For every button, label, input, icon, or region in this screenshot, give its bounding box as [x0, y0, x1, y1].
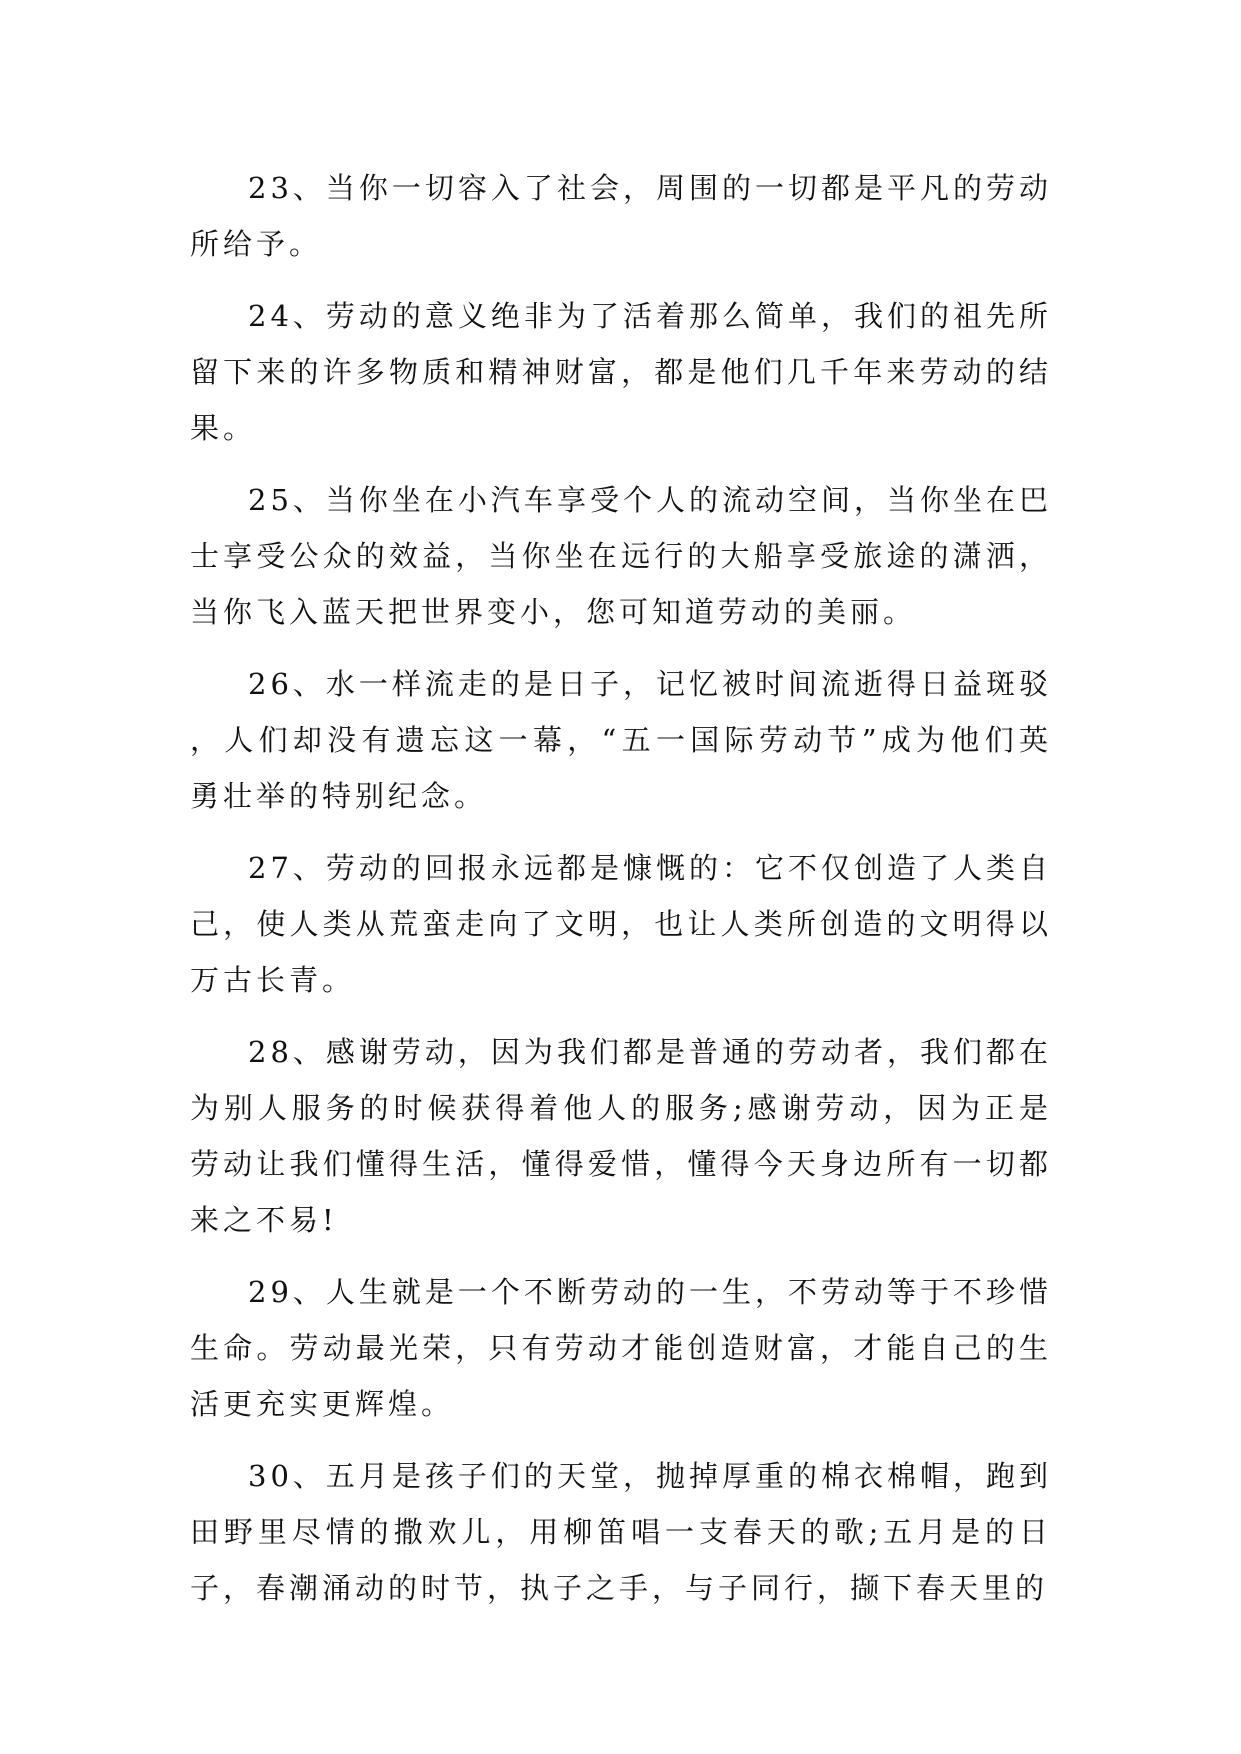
paragraph-27: 27、劳动的回报永远都是慷慨的：它不仅创造了人类自己，使人类从荒蛮走向了文明，也让人类所创造的文明得以万古长青。 [190, 851, 1052, 997]
paragraph-26: 26、水一样流走的是日子，记忆被时间流逝得日益斑驳，人们却没有遗忘这一幕，“五一国际劳动节”成为他们英勇壮举的特别纪念。 [190, 667, 1052, 813]
paragraph-29: 29、人生就是一个不断劳动的一生，不劳动等于不珍惜生命。劳动最光荣，只有劳动才能创造财富，才能自己的生活更充实更辉煌。 [190, 1275, 1052, 1421]
document-body [190, 160, 1052, 1632]
paragraph-23: 23、当你一切容入了社会，周围的一切都是平凡的劳动所给予。 [190, 171, 1052, 261]
paragraph-24: 24、劳动的意义绝非为了活着那么简单，我们的祖先所留下来的许多物质和精神财富，都是他们几千年来劳动的结果。 [190, 299, 1052, 445]
paragraph-30: 30、五月是孩子们的天堂，抛掉厚重的棉衣棉帽，跑到田野里尽情的撒欢儿，用柳笛唱一支春天的歌;五月是的日子，春潮涌动的时节，执子之手，与子同行，撷下春天里的 [190, 1459, 1052, 1605]
paragraph-25: 25、当你坐在小汽车享受个人的流动空间，当你坐在巴士享受公众的效益，当你坐在远行的大船享受旅途的潇洒，当你飞入蓝天把世界变小，您可知道劳动的美丽。 [190, 483, 1052, 629]
paragraph-28: 28、感谢劳动，因为我们都是普通的劳动者，我们都在为别人服务的时候获得着他人的服务;感谢劳动，因为正是劳动让我们懂得生活，懂得爱惜，懂得今天身边所有一切都来之不易! [190, 1035, 1052, 1237]
